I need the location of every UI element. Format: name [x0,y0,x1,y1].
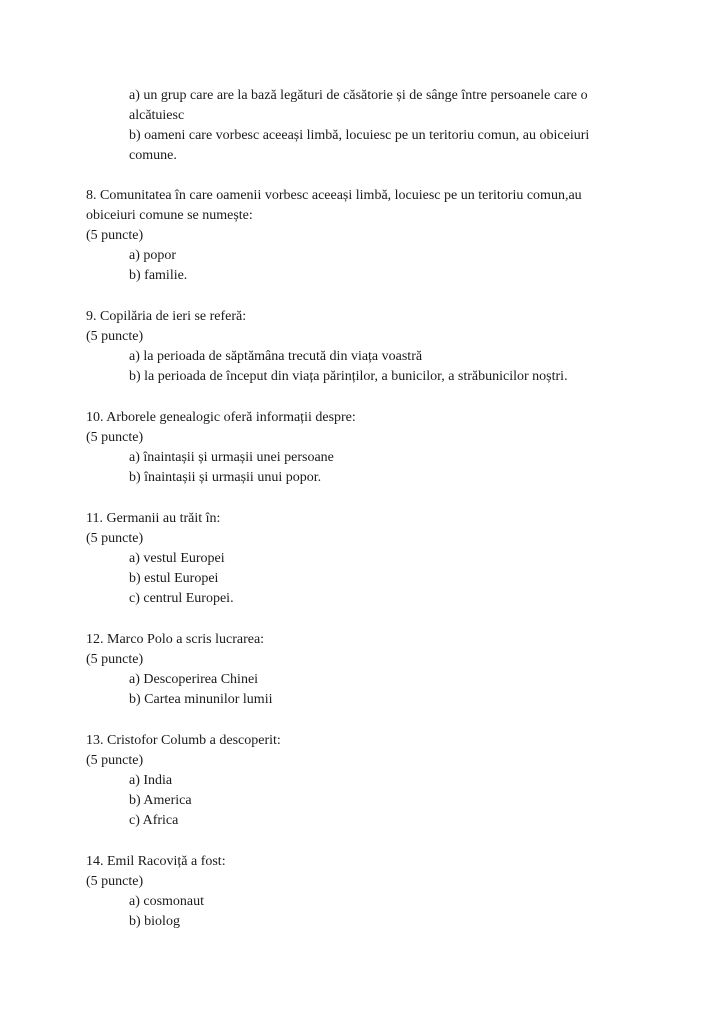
answer-option: b) biolog [129,914,180,929]
question-points: (5 puncte) [86,753,144,768]
answer-option: a) cosmonaut [129,894,205,909]
question-text: 14. Emil Racoviță a fost: [86,854,226,869]
question-points: (5 puncte) [86,228,144,243]
question-text: 8. Comunitatea în care oamenii vorbesc aceeași limbă, locuiesc pe un teritoriu comun,au [86,188,582,203]
question-text: obiceiuri comune se numește: [86,208,253,223]
question-points: (5 puncte) [86,430,144,445]
question-points: (5 puncte) [86,329,144,344]
question-points: (5 puncte) [86,652,144,667]
option-line: alcătuiesc [129,108,185,123]
question-text: 13. Cristofor Columb a descoperit: [86,733,281,748]
answer-option: b) estul Europei [129,571,219,586]
answer-option: a) vestul Europei [129,551,225,566]
answer-option: a) la perioada de săptămâna trecută din viața voastră [129,349,423,364]
answer-option: a) India [129,773,173,788]
option-line: a) un grup care are la bază legături de căsătorie și de sânge între persoanele care o [129,88,588,103]
question-text: 11. Germanii au trăit în: [86,511,221,526]
option-line: b) oameni care vorbesc aceeași limbă, locuiesc pe un teritoriu comun, au obiceiuri [129,128,590,143]
answer-option: a) Descoperirea Chinei [129,672,259,687]
answer-option: a) popor [129,248,177,263]
answer-option: a) înaintașii și urmașii unei persoane [129,450,334,465]
option-line: comune. [129,148,177,163]
question-text: 10. Arborele genealogic oferă informații despre: [86,410,356,425]
question-points: (5 puncte) [86,874,144,889]
question-text: 9. Copilăria de ieri se referă: [86,309,247,324]
answer-option: b) Cartea minunilor lumii [129,692,273,707]
answer-option: c) Africa [129,813,179,828]
question-text: 12. Marco Polo a scris lucrarea: [86,632,265,647]
answer-option: b) înaintașii și urmașii unui popor. [129,470,322,485]
answer-option: c) centrul Europei. [129,591,234,606]
answer-option: b) America [129,793,192,808]
answer-option: b) familie. [129,268,188,283]
question-points: (5 puncte) [86,531,144,546]
answer-option: b) la perioada de început din viața părinților, a bunicilor, a străbunicilor noștri. [129,369,568,384]
